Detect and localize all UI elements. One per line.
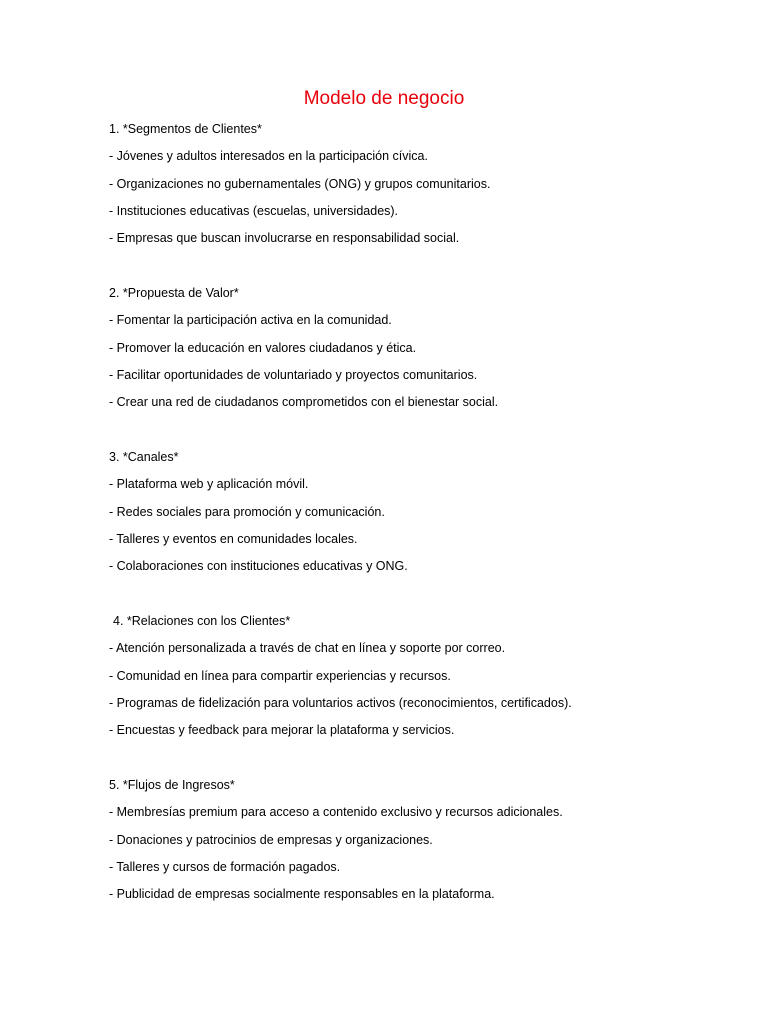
section-flujos-de-ingresos bbox=[109, 777, 729, 913]
list-item: - Organizaciones no gubernamentales (ONG) y grupos comunitarios. bbox=[109, 176, 491, 191]
section-canales bbox=[109, 449, 729, 585]
section-heading: 2. *Propuesta de Valor* bbox=[109, 286, 239, 300]
list-item: - Colaboraciones con instituciones educativas y ONG. bbox=[109, 559, 408, 574]
section-heading: 3. *Canales* bbox=[109, 450, 179, 464]
section-heading: 5. *Flujos de Ingresos* bbox=[109, 778, 235, 792]
list-item: - Facilitar oportunidades de voluntariado y proyectos comunitarios. bbox=[109, 367, 478, 382]
list-item: - Donaciones y patrocinios de empresas y organizaciones. bbox=[109, 832, 433, 847]
list-item: - Instituciones educativas (escuelas, universidades). bbox=[109, 203, 399, 218]
list-item: - Plataforma web y aplicación móvil. bbox=[109, 477, 309, 492]
list-item: - Fomentar la participación activa en la comunidad. bbox=[109, 313, 392, 328]
list-item: - Jóvenes y adultos interesados en la participación cívica. bbox=[109, 149, 428, 164]
document-title: Modelo de negocio bbox=[303, 88, 465, 109]
list-item: - Crear una red de ciudadanos comprometidos con el bienestar social. bbox=[109, 395, 499, 410]
section-relaciones-con-los-clientes bbox=[109, 613, 729, 749]
list-item: - Programas de fidelización para voluntarios activos (reconocimientos, certificados). bbox=[109, 695, 572, 710]
section-segmentos-de-clientes bbox=[109, 121, 729, 257]
list-item: - Comunidad en línea para compartir experiencias y recursos. bbox=[109, 668, 451, 683]
list-item: - Talleres y eventos en comunidades locales. bbox=[109, 531, 358, 546]
list-item: - Publicidad de empresas socialmente responsables en la plataforma. bbox=[109, 887, 495, 902]
list-item: - Atención personalizada a través de chat en línea y soporte por correo. bbox=[109, 641, 506, 656]
section-heading: 4. *Relaciones con los Clientes* bbox=[113, 614, 291, 628]
list-item: - Promover la educación en valores ciudadanos y ética. bbox=[109, 340, 417, 355]
list-item: - Encuestas y feedback para mejorar la plataforma y servicios. bbox=[109, 723, 455, 738]
section-propuesta-de-valor bbox=[109, 285, 729, 421]
list-item: - Redes sociales para promoción y comunicación. bbox=[109, 504, 385, 519]
section-heading: 1. *Segmentos de Clientes* bbox=[109, 122, 262, 136]
list-item: - Membresías premium para acceso a contenido exclusivo y recursos adicionales. bbox=[109, 805, 563, 820]
list-item: - Empresas que buscan involucrarse en responsabilidad social. bbox=[109, 231, 460, 246]
list-item: - Talleres y cursos de formación pagados. bbox=[109, 859, 341, 874]
